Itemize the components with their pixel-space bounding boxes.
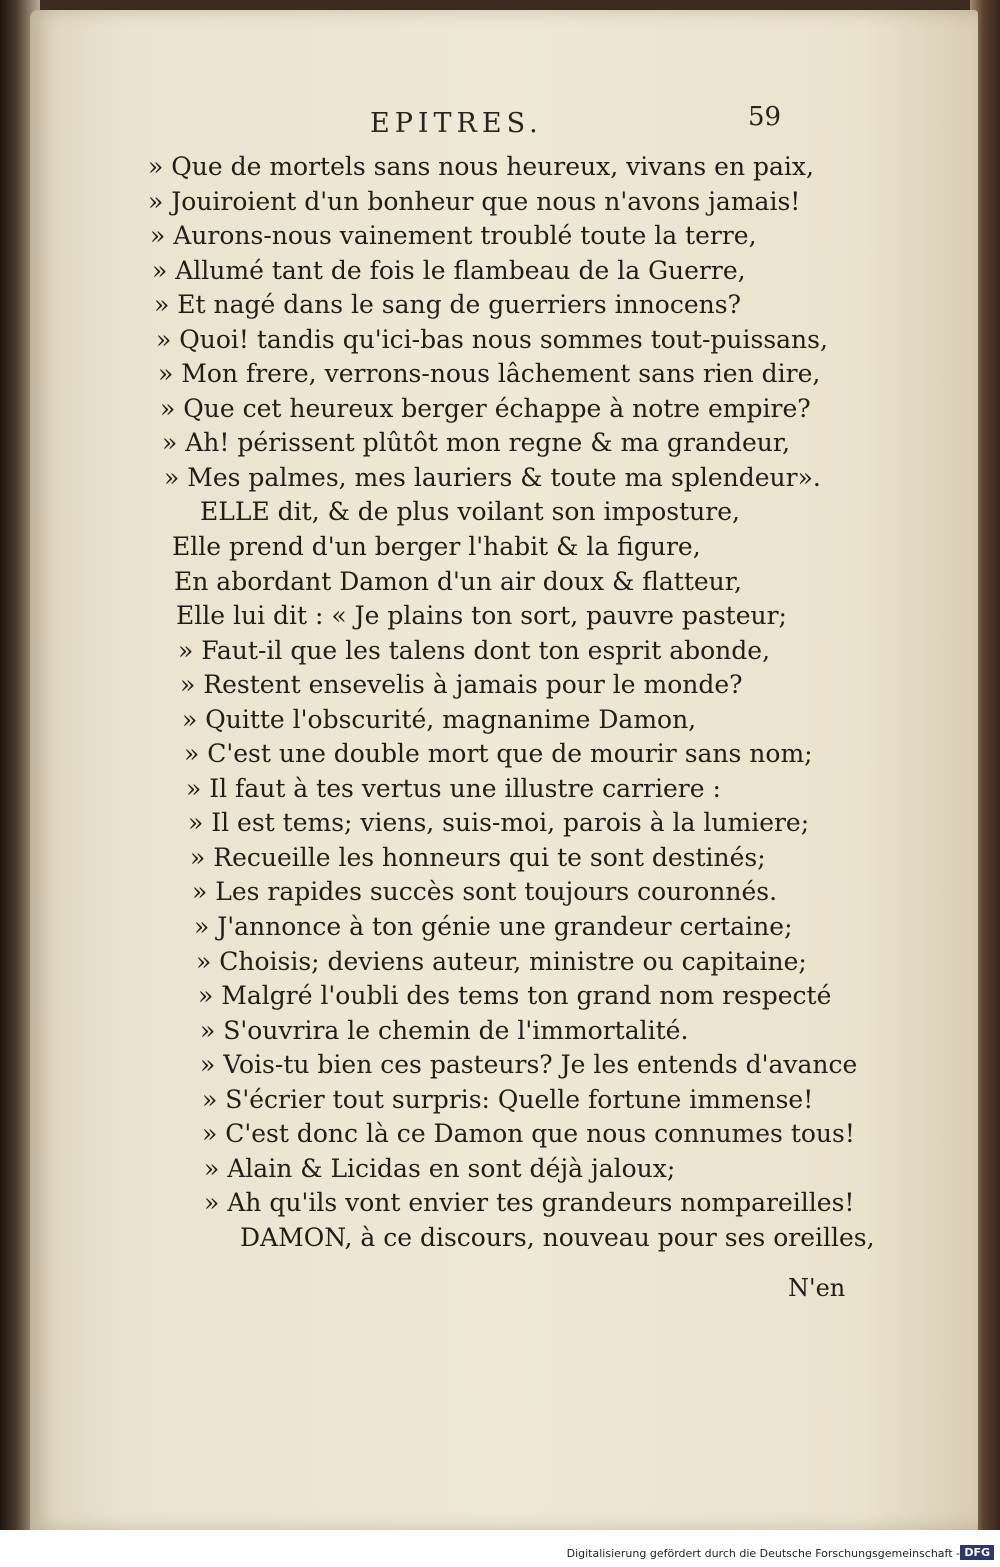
verse-line: » Quoi! tandis qu'ici-bas nous sommes tout-puissans, xyxy=(156,324,828,354)
running-title: EPITRES. xyxy=(370,108,543,139)
page-header xyxy=(30,102,978,148)
dfg-logo: DFG xyxy=(960,1545,994,1560)
verse-line: » Malgré l'oubli des tems ton grand nom respecté xyxy=(198,981,832,1011)
page-number: 59 xyxy=(748,102,782,132)
verse-line: » Et nagé dans le sang de guerriers innocens? xyxy=(154,290,741,320)
verse-line: » S'écrier tout surpris: Quelle fortune immense! xyxy=(202,1084,814,1114)
verse-line: » Alain & Licidas en sont déjà jaloux; xyxy=(204,1153,676,1183)
verse-line: » Les rapides succès sont toujours couronnés. xyxy=(192,877,778,907)
verse-line: » J'annonce à ton génie une grandeur certaine; xyxy=(194,912,793,942)
catchword: N'en xyxy=(788,1274,846,1302)
digitization-credit: Digitalisierung gefördert durch die Deutsche Forschungsgemeinschaft - xyxy=(566,1547,960,1560)
verse-line: Elle prend d'un berger l'habit & la figure, xyxy=(172,532,701,562)
verse-line: » Quitte l'obscurité, magnanime Damon, xyxy=(182,704,697,734)
verse-line: » Recueille les honneurs qui te sont destinés; xyxy=(190,842,766,872)
verse-line: » Vois-tu bien ces pasteurs? Je les entends d'avance xyxy=(200,1050,858,1080)
verse-line: » Choisis; deviens auteur, ministre ou capitaine; xyxy=(196,946,807,976)
verse-line: » Restent ensevelis à jamais pour le monde? xyxy=(180,670,743,700)
verse-line: » Faut-il que les talens dont ton esprit abonde, xyxy=(178,635,771,665)
verse-line: DAMON, à ce discours, nouveau pour ses oreilles, xyxy=(240,1222,875,1252)
verse-line: » Ah! périssent plûtôt mon regne & ma grandeur, xyxy=(162,428,791,458)
book-page xyxy=(30,10,978,1530)
verse-line: » Il faut à tes vertus une illustre carriere : xyxy=(186,773,721,803)
verse-line: » Jouiroient d'un bonheur que nous n'avons jamais! xyxy=(148,186,801,216)
verse-line: » Mon frere, verrons-nous lâchement sans rien dire, xyxy=(158,359,821,389)
verse-line: » Mes palmes, mes lauriers & toute ma splendeur». xyxy=(164,462,821,492)
verse-line: » C'est donc là ce Damon que nous connumes tous! xyxy=(202,1119,855,1149)
verse-line: » Aurons-nous vainement troublé toute la terre, xyxy=(150,221,757,251)
verse-line: ELLE dit, & de plus voilant son imposture, xyxy=(200,497,740,527)
verse-line: » Il est tems; viens, suis-moi, parois à la lumiere; xyxy=(188,808,810,838)
verse-line: » Allumé tant de fois le flambeau de la Guerre, xyxy=(152,255,746,285)
verse-line: » Que de mortels sans nous heureux, vivans en paix, xyxy=(148,152,814,181)
verse-line: » Que cet heureux berger échappe à notre empire? xyxy=(160,393,811,423)
verse-text xyxy=(130,150,890,1256)
verse-line: Elle lui dit : « Je plains ton sort, pauvre pasteur; xyxy=(176,601,787,631)
verse-line: » S'ouvrira le chemin de l'immortalité. xyxy=(200,1015,689,1045)
verse-line: » C'est une double mort que de mourir sans nom; xyxy=(184,739,813,769)
verse-line: » Ah qu'ils vont envier tes grandeurs nompareilles! xyxy=(204,1188,855,1218)
verse-line: En abordant Damon d'un air doux & flatteur, xyxy=(174,566,742,596)
